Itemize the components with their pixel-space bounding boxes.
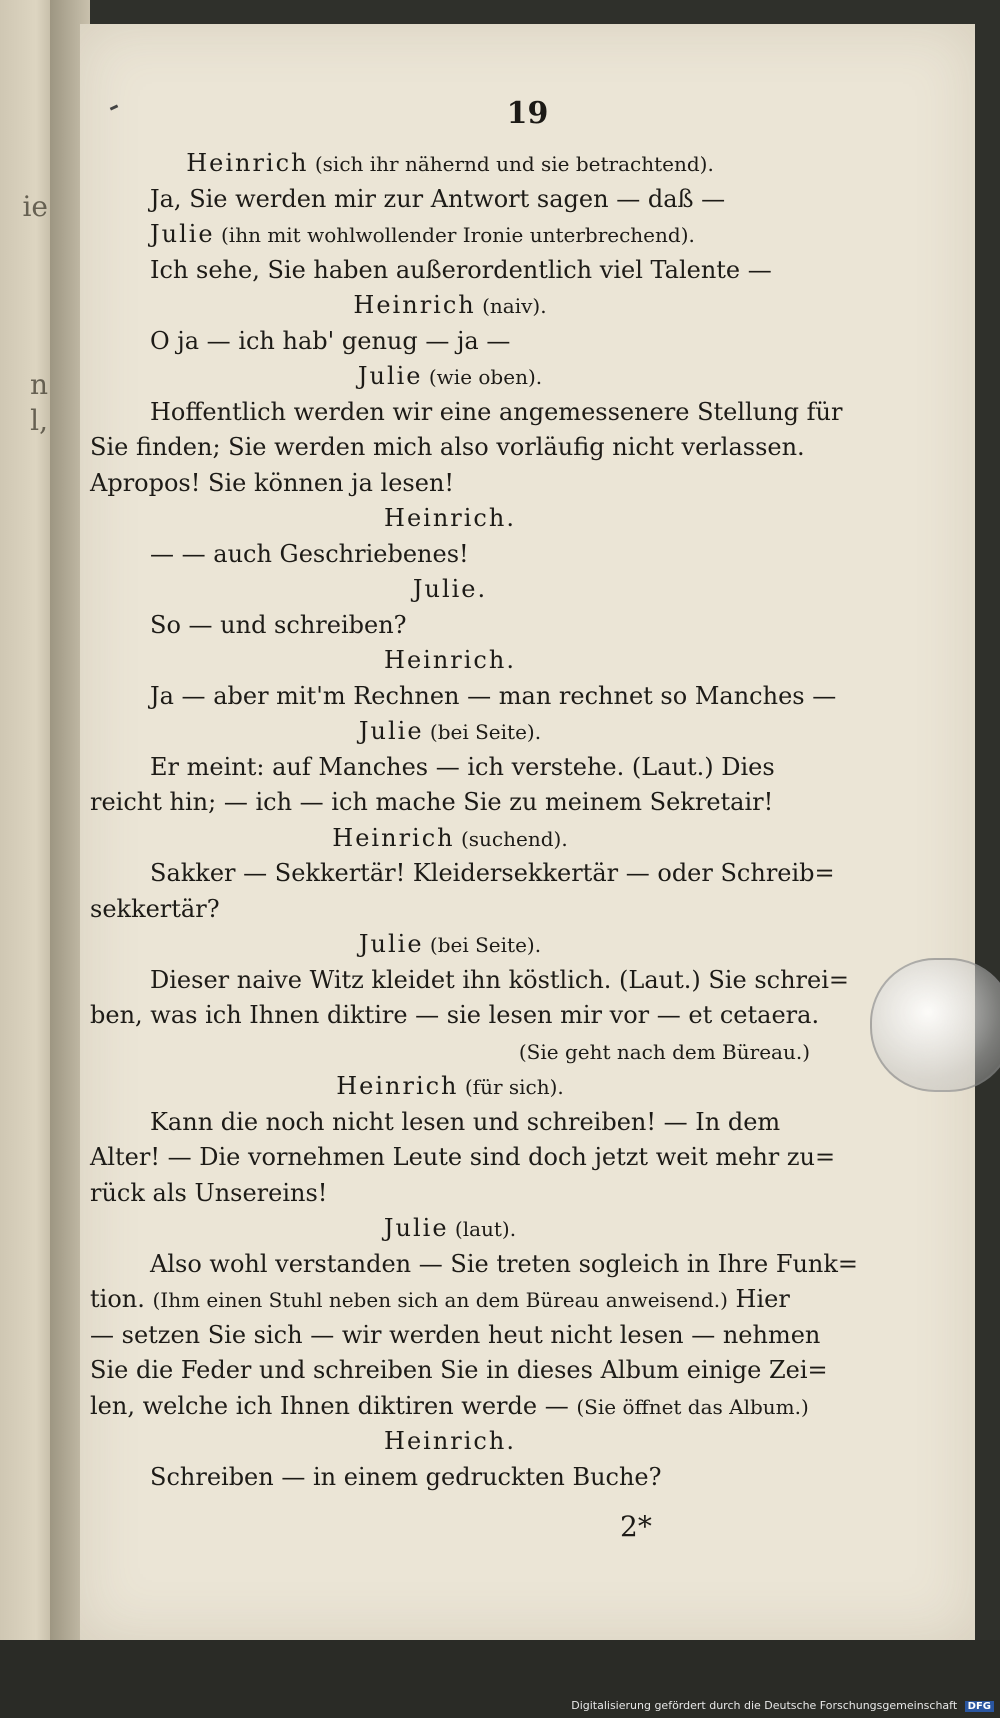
footer-bar	[0, 1640, 1000, 1718]
funding-credit	[571, 1699, 994, 1712]
speaker-name: Julie	[383, 1214, 449, 1242]
text-line	[90, 1176, 810, 1212]
text-line	[90, 288, 810, 324]
text-line	[90, 1140, 836, 1176]
text-line	[90, 750, 810, 786]
dialogue-text: Ich sehe, Sie haben außerordentlich viel Talente —	[150, 255, 772, 284]
dialogue-text: len, welche ich Ihnen diktiren werde —	[90, 1391, 577, 1420]
text-line	[90, 714, 810, 750]
text-line	[90, 856, 835, 892]
speaker-name: Julie	[150, 220, 215, 248]
book-page	[80, 24, 975, 1640]
dialogue-text: sekkertär?	[90, 894, 220, 923]
dialogue-text: Alter! — Die vornehmen Leute sind doch jetzt weit mehr zu=	[90, 1143, 836, 1171]
stage-direction: (laut).	[448, 1217, 517, 1241]
stage-direction: (ihn mit wohlwollender Ironie unterbrechend).	[214, 223, 695, 247]
dialogue-text: Hier	[727, 1285, 790, 1313]
dialogue-text: Ja, Sie werden mir zur Antwort sagen — daß —	[150, 184, 726, 213]
text-line	[90, 892, 810, 928]
speaker-name: Heinrich.	[384, 1427, 516, 1455]
speaker-name: Heinrich.	[384, 646, 516, 674]
speaker-name: Heinrich	[186, 149, 309, 177]
page-text	[90, 146, 859, 1495]
text-line	[90, 1389, 810, 1425]
catchword: 2*	[620, 1510, 652, 1543]
dialogue-text: Dieser naive Witz kleidet ihn köstlich. (Laut.) Sie schrei=	[150, 965, 849, 994]
text-line	[90, 1105, 810, 1141]
dialogue-text: Kann die noch nicht lesen und schreiben! — In dem	[150, 1107, 781, 1136]
stage-direction: (naiv).	[475, 294, 547, 318]
speaker-name: Julie	[357, 362, 423, 390]
dialogue-text: Sie die Feder und schreiben Sie in dieses Album einige Zei=	[90, 1356, 828, 1384]
dialogue-text: O ja — ich hab' genug — ja —	[150, 326, 511, 355]
text-line	[90, 395, 843, 431]
text-line	[90, 1069, 810, 1105]
dialogue-text: So — und schreiben?	[150, 610, 407, 639]
stage-direction: (bei Seite).	[423, 933, 542, 957]
text-line	[90, 146, 810, 182]
text-line	[90, 182, 810, 218]
dialogue-text: Sie finden; Sie werden mich also vorläufig nicht verlassen.	[90, 433, 805, 461]
dialogue-text: rück als Unsereins!	[90, 1178, 328, 1207]
text-line	[90, 501, 810, 537]
text-line	[90, 1424, 810, 1460]
text-line	[90, 679, 837, 715]
text-line	[90, 253, 810, 289]
speaker-name: Julie.	[412, 575, 488, 603]
speaker-name: Julie	[358, 930, 424, 958]
dialogue-text: tion.	[90, 1285, 153, 1313]
stage-direction: (sich ihr nähernd und sie betrachtend).	[308, 152, 714, 176]
dialogue-text: Hoffentlich werden wir eine angemessenere Stellung für	[150, 397, 843, 426]
text-line	[90, 324, 810, 360]
speaker-name: Julie	[358, 717, 424, 745]
speaker-name: Heinrich	[353, 291, 476, 319]
dialogue-text: reicht hin; — ich — ich mache Sie zu meinem Sekretair!	[90, 788, 774, 816]
text-line	[90, 430, 810, 466]
text-line	[90, 1211, 810, 1247]
stage-direction: (wie oben).	[422, 365, 543, 389]
stage-direction: (Ihm einen Stuhl neben sich an dem Büreau anweisend.)	[152, 1288, 728, 1312]
stage-direction: (für sich).	[458, 1075, 564, 1099]
text-line	[90, 785, 810, 821]
text-line	[90, 643, 810, 679]
text-line	[90, 1318, 821, 1354]
dialogue-text: Apropos! Sie können ja lesen!	[90, 468, 455, 497]
text-line	[90, 1282, 810, 1318]
speaker-name: Heinrich	[336, 1072, 459, 1100]
dialogue-text: — — auch Geschriebenes!	[150, 539, 469, 568]
dialogue-text: Also wohl verstanden — Sie treten sogleich in Ihre Funk=	[150, 1249, 859, 1278]
text-line	[90, 821, 810, 857]
dialogue-text: Er meint: auf Manches — ich verstehe. (Laut.) Dies	[150, 752, 775, 781]
dfg-logo-icon: DFG	[965, 1701, 994, 1712]
stage-direction: (bei Seite).	[423, 720, 542, 744]
magnifier-handle[interactable]	[870, 958, 1000, 1092]
left-page-fragment: l,	[30, 404, 48, 437]
text-line	[90, 963, 849, 999]
text-line	[90, 572, 810, 608]
text-line	[90, 1247, 859, 1283]
text-line	[90, 998, 820, 1034]
left-page-fragment: n	[29, 368, 48, 401]
dialogue-text: ben, was ich Ihnen diktire — sie lesen mir vor — et cetaera.	[90, 1001, 820, 1029]
stage-direction: (Sie geht nach dem Büreau.)	[518, 1039, 810, 1064]
text-line	[90, 359, 810, 395]
text-line	[90, 608, 810, 644]
text-line	[90, 217, 810, 253]
funding-credit-text: Digitalisierung gefördert durch die Deutsche Forschungsgemeinschaft	[571, 1699, 958, 1712]
text-line	[90, 466, 810, 502]
dialogue-text: Ja — aber mit'm Rechnen — man rechnet so Manches —	[150, 681, 837, 710]
speaker-name: Heinrich.	[384, 504, 516, 532]
stage-direction: (Sie öffnet das Album.)	[576, 1394, 809, 1419]
dialogue-text: — setzen Sie sich — wir werden heut nicht lesen — nehmen	[90, 1320, 821, 1349]
page-number: 19	[506, 96, 549, 131]
dialogue-text: Schreiben — in einem gedruckten Buche?	[150, 1462, 662, 1491]
text-line	[90, 927, 810, 963]
left-page-fragment: ie	[22, 190, 48, 223]
text-line	[90, 537, 810, 573]
stage-direction: (suchend).	[454, 826, 568, 851]
text-line	[90, 1353, 828, 1389]
speaker-name: Heinrich	[332, 823, 455, 852]
text-line	[90, 1460, 810, 1496]
dialogue-text: Sakker — Sekkertär! Kleidersekkertär — oder Schreib=	[150, 859, 835, 887]
text-line	[90, 1034, 810, 1070]
